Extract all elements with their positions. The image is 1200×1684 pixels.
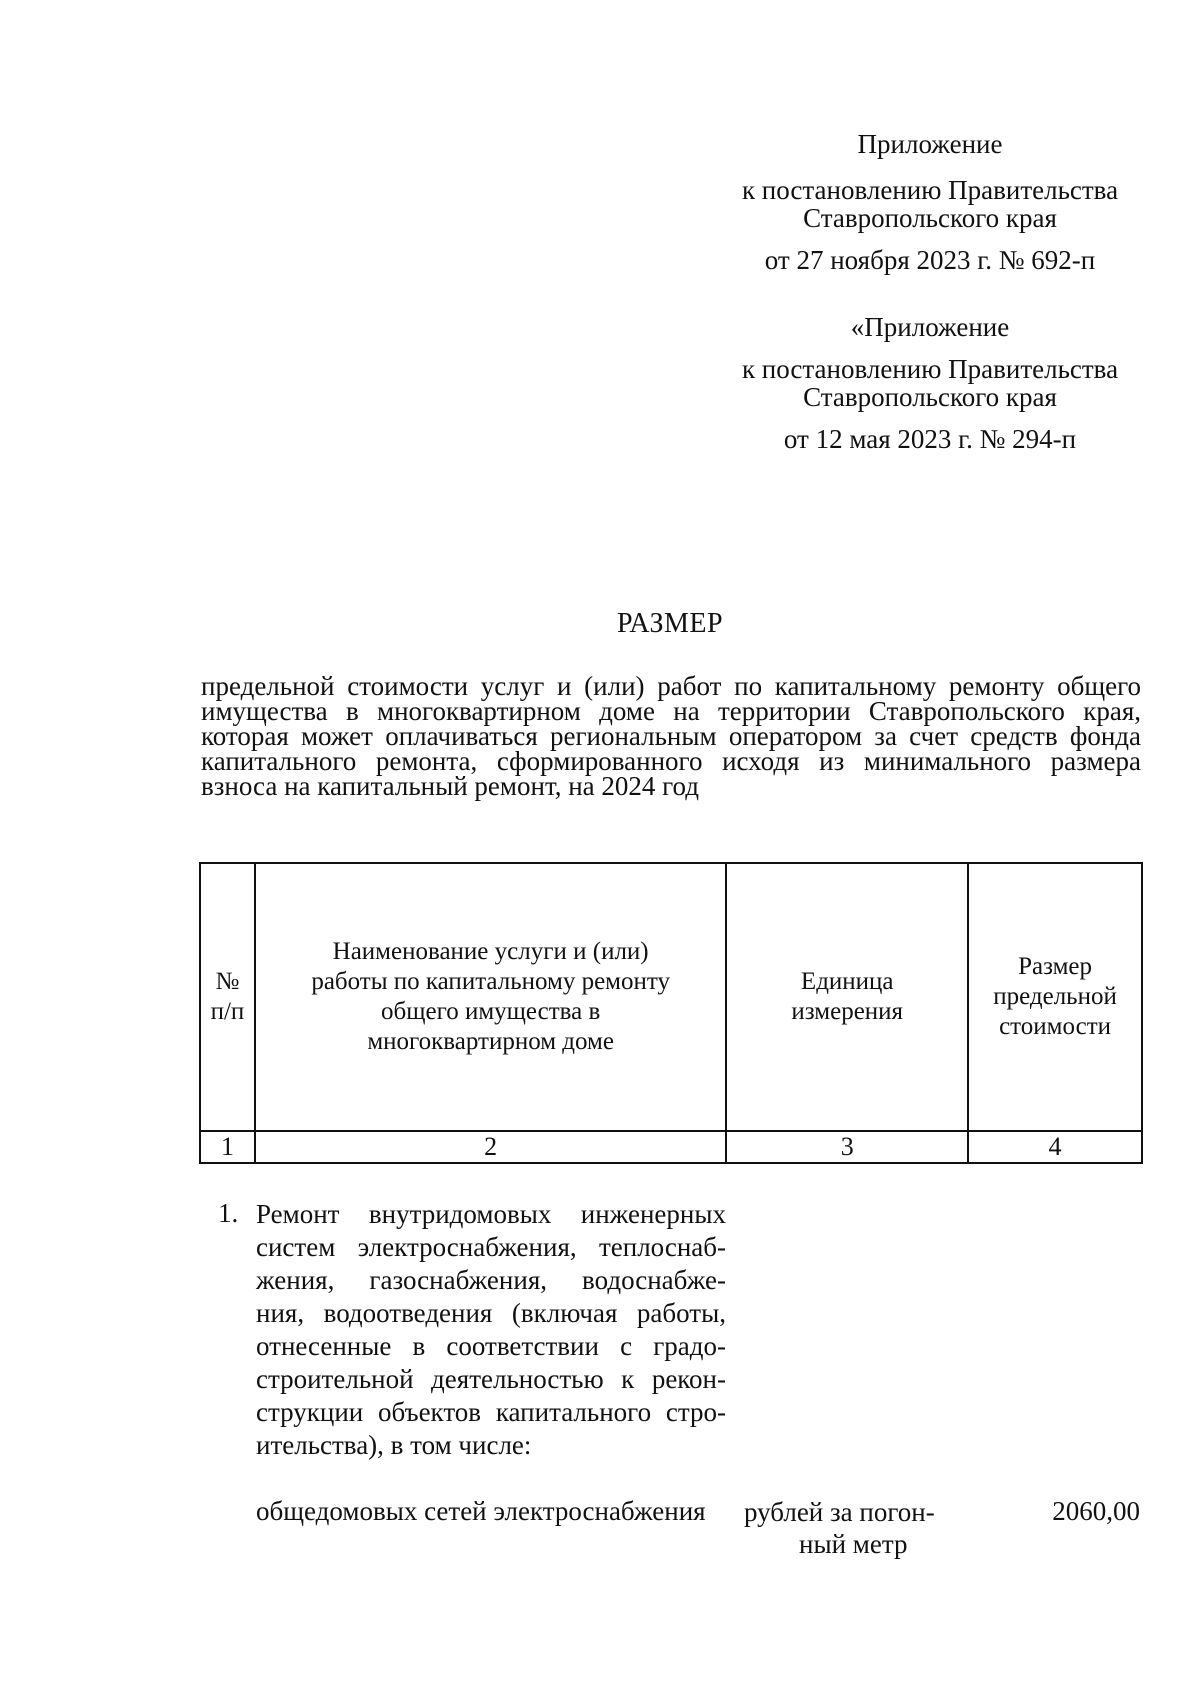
column-number-cell: 2 xyxy=(255,1131,726,1163)
header-name-line: работы по капитальному ремонту xyxy=(311,968,670,995)
subtitle-line: взноса на капитальный ремонт, на 2024 год xyxy=(201,771,700,801)
header-cell-unit xyxy=(726,863,968,1131)
subtitle-line: капитального ремонта, сформированного исходя из минимального размера xyxy=(201,746,1141,776)
item-line: отнесенные в соответствии с градо- xyxy=(256,1331,726,1361)
subitem-unit xyxy=(744,1496,964,1560)
table-column-numbers-row xyxy=(200,1131,1142,1163)
resolution-date-line-2: от 12 мая 2023 г. № 294-п xyxy=(783,424,1077,454)
resolution-date xyxy=(700,246,1160,274)
item-line: жения, газоснабжения, водоснабже- xyxy=(256,1265,726,1295)
header-cell-cost xyxy=(968,863,1142,1131)
resolution-line: к постановлению Правительства xyxy=(741,175,1119,205)
region-line-2: Ставропольского края xyxy=(803,382,1057,412)
item-description xyxy=(256,1198,726,1462)
header-name-line: Наименование услуги и (или) xyxy=(332,938,649,965)
resolution-date-line: от 27 ноября 2023 г. № 692-п xyxy=(764,245,1096,275)
subitem-unit-line: рублей за погон- xyxy=(744,1497,935,1527)
cost-table-header xyxy=(199,862,1143,1164)
subitem-name: общедомовых сетей электроснабжения xyxy=(256,1496,706,1526)
item-line: Ремонт внутридомовых инженерных xyxy=(256,1199,726,1229)
resolution-line-2: к постановлению Правительства xyxy=(741,354,1119,384)
subitem-value: 2060,00 xyxy=(1052,1496,1140,1526)
header-cost-line: стоимости xyxy=(999,1013,1111,1040)
item-line: систем электроснабжения, теплоснаб- xyxy=(256,1232,726,1262)
header-cost-line: предельной xyxy=(993,983,1117,1010)
header-name-line: многоквартирном доме xyxy=(367,1028,614,1055)
item-number: 1. xyxy=(218,1198,239,1228)
subtitle-line: имущества в многоквартирном доме на территории Ставропольского края, xyxy=(201,696,1141,726)
header-name-line: общего имущества в xyxy=(381,998,601,1025)
item-line: строительной деятельностью к рекон- xyxy=(256,1364,726,1394)
subtitle-line: которая может оплачиваться региональным оператором за счет средств фонда xyxy=(201,721,1141,751)
subitem-unit-line: ный метр xyxy=(799,1529,908,1559)
appendix-label-2 xyxy=(700,313,1160,341)
document-subtitle xyxy=(201,671,1141,801)
appendix-title: Приложение xyxy=(857,129,1003,159)
column-number-cell: 1 xyxy=(200,1131,255,1163)
item-line: ительства), в том числе: xyxy=(256,1430,532,1460)
column-number-cell: 4 xyxy=(968,1131,1142,1163)
header-unit-line: Единица xyxy=(800,968,894,995)
region-line: Ставропольского края xyxy=(803,203,1057,233)
header-cell-number xyxy=(200,863,255,1131)
header-number-abbr: п/п xyxy=(210,998,245,1025)
subtitle-line: предельной стоимости услуг и (или) работ по капитальному ремонту общего xyxy=(201,671,1141,701)
item-line: ния, водоотведения (включая работы, xyxy=(256,1298,726,1328)
appendix-title-2: «Приложение xyxy=(850,312,1010,342)
header-number-sign: № xyxy=(215,968,240,995)
table-header-row xyxy=(200,863,1142,1131)
header-unit-line: измерения xyxy=(791,998,904,1025)
column-number-cell: 3 xyxy=(726,1131,968,1163)
item-line: струкции объектов капитального стро- xyxy=(256,1397,726,1427)
header-cost-line: Размер xyxy=(1018,953,1093,980)
appendix-label xyxy=(700,130,1160,158)
resolution-date-2 xyxy=(700,425,1160,453)
header-cell-name xyxy=(255,863,726,1131)
resolution-reference-2 xyxy=(700,355,1160,411)
document-title: РАЗМЕР xyxy=(616,608,724,639)
resolution-reference xyxy=(700,176,1160,232)
